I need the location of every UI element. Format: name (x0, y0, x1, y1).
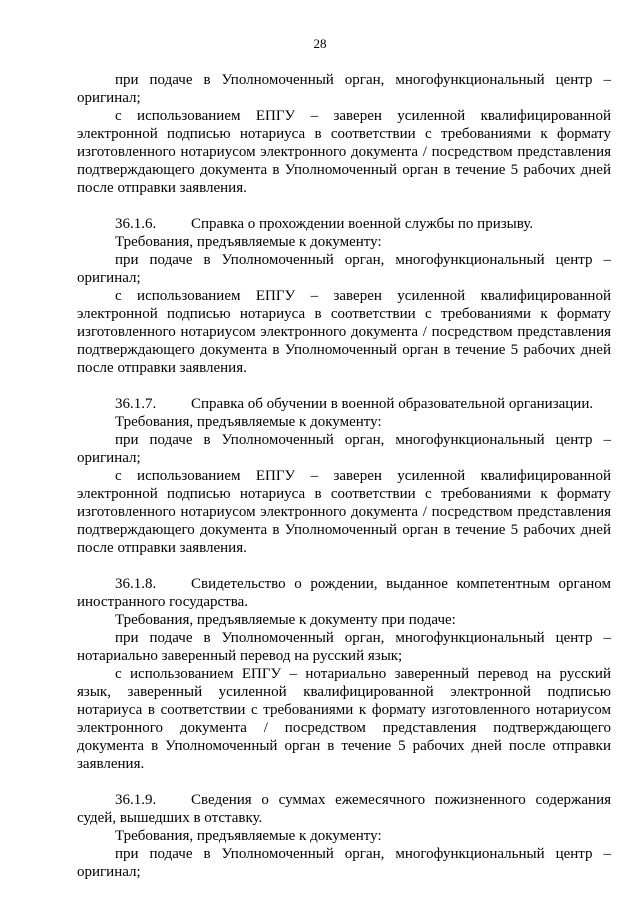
paragraph-text: Требования, предъявляемые к документу при подаче: (115, 612, 456, 628)
paragraph-text: при подаче в Уполномоченный орган, многофункциональный центр – оригинал; (77, 846, 611, 880)
document-body (77, 71, 611, 881)
paragraph-text: Требования, предъявляемые к документу: (115, 828, 382, 844)
text-paragraph (77, 845, 611, 881)
text-paragraph (77, 629, 611, 665)
section-paragraph (77, 395, 611, 413)
section-paragraph (77, 791, 611, 827)
paragraph-text: с использованием ЕПГУ – заверен усиленной квалифицированной электронной подписью нотариуса в соответствии с требованиями к формату изготовленного нотариусом электронного документа / посредством представления подтверждающего документа в Уполномоченный орган в течение 5 рабочих дней после отправки заявления. (77, 288, 611, 376)
section-paragraph (77, 215, 611, 233)
paragraph-text: Справка о прохождении военной службы по призыву. (191, 216, 534, 232)
paragraph-text: с использованием ЕПГУ – заверен усиленной квалифицированной электронной подписью нотариуса в соответствии с требованиями к формату изготовленного нотариусом электронного документа / посредством представления подтверждающего документа в Уполномоченный орган в течение 5 рабочих дней после отправки заявления. (77, 108, 611, 196)
text-paragraph (77, 431, 611, 467)
paragraph-text: при подаче в Уполномоченный орган, многофункциональный центр – оригинал; (77, 72, 611, 106)
text-paragraph (77, 413, 611, 431)
text-paragraph (77, 251, 611, 287)
paragraph-text: Справка об обучении в военной образовательной организации. (191, 396, 594, 412)
paragraph-text: при подаче в Уполномоченный орган, многофункциональный центр – оригинал; (77, 252, 611, 286)
text-paragraph (77, 71, 611, 107)
text-paragraph (77, 827, 611, 845)
page-number: 28 (313, 36, 327, 51)
text-paragraph (77, 611, 611, 629)
text-paragraph (77, 233, 611, 251)
paragraph-text: с использованием ЕПГУ – заверен усиленной квалифицированной электронной подписью нотариуса в соответствии с требованиями к формату изготовленного нотариусом электронного документа / посредством представления подтверждающего документа в Уполномоченный орган в течение 5 рабочих дней после отправки заявления. (77, 468, 611, 556)
paragraph-text: Требования, предъявляемые к документу: (115, 234, 382, 250)
paragraph-text: Свидетельство о рождении, выданное компетентным органом иностранного государства. (77, 576, 611, 610)
paragraph-text: при подаче в Уполномоченный орган, многофункциональный центр – нотариально заверенный перевод на русский язык; (77, 630, 611, 664)
paragraph-text: Сведения о суммах ежемесячного пожизненного содержания судей, вышедших в отставку. (77, 792, 611, 826)
section-number: 36.1.8. (115, 576, 157, 592)
text-paragraph (77, 287, 611, 377)
text-paragraph (77, 467, 611, 557)
section-number: 36.1.7. (115, 396, 157, 412)
section-paragraph (77, 575, 611, 611)
paragraph-text: при подаче в Уполномоченный орган, многофункциональный центр – оригинал; (77, 432, 611, 466)
text-paragraph (77, 665, 611, 773)
paragraph-text: с использованием ЕПГУ – нотариально заверенный перевод на русский язык, заверенный усиленной квалифицированной электронной подписью нотариуса в соответствии с требованиями к формату изготовленного нотариусом электронного документа / посредством представления подтверждающего документа в Уполномоченный орган в течение 5 рабочих дней после отправки заявления. (77, 666, 611, 772)
section-number: 36.1.9. (115, 792, 157, 808)
paragraph-text: Требования, предъявляемые к документу: (115, 414, 382, 430)
text-paragraph (77, 107, 611, 197)
section-number: 36.1.6. (115, 216, 157, 232)
